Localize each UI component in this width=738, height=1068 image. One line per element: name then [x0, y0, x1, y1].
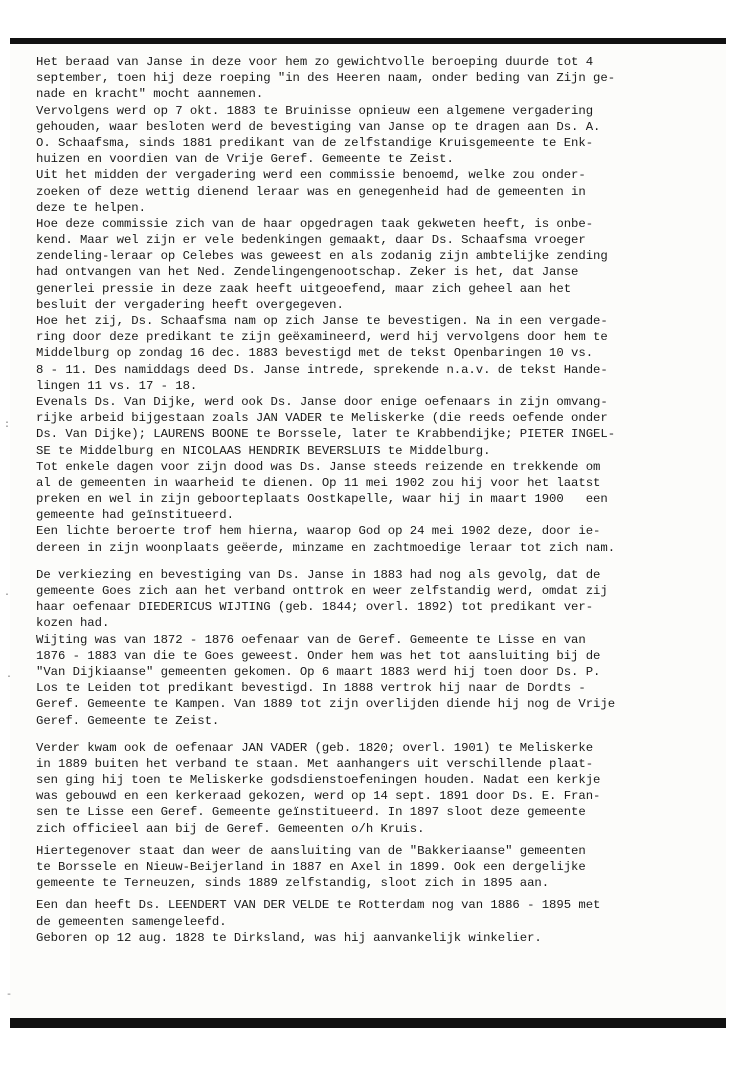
- text-line: generlei pressie in deze zaak heeft uitgeoefend, maar zich geheel aan het: [36, 281, 572, 296]
- text-line: gehouden, waar besloten werd de bevestiging van Janse op te dragen aan Ds. A.: [36, 119, 601, 134]
- text-line: Los te Leiden tot predikant bevestigd. In 1888 vertrok hij naar de Dordts -: [36, 681, 586, 696]
- text-line: sen te Lisse een Geref. Gemeente geïnstitueerd. In 1897 sloot deze gemeente: [36, 805, 586, 820]
- text-line: 8 - 11. Des namiddags deed Ds. Janse intrede, sprekende n.a.v. de tekst Hande-: [36, 362, 608, 377]
- text-line: Geboren op 12 aug. 1828 te Dirksland, was hij aanvankelijk winkelier.: [36, 930, 542, 945]
- paragraph-block: [36, 54, 716, 556]
- text-line: "Van Dijkiaanse" gemeenten gekomen. Op 6 maart 1883 werd hij toen door Ds. P.: [36, 664, 601, 679]
- text-line: zoeken of deze wettig dienend leraar was en genegenheid had de gemeenten in: [36, 184, 586, 199]
- text-line: Een lichte beroerte trof hem hierna, waarop God op 24 mei 1902 deze, door ie-: [36, 524, 601, 539]
- text-line: gemeente Goes zich aan het verband onttrok en weer zelfstandig werd, omdat zij: [36, 584, 608, 598]
- text-line: Geref. Gemeente te Kampen. Van 1889 tot zijn overlijden diende hij nog de Vrije: [36, 697, 616, 712]
- text-line: had ontvangen van het Ned. Zendelingengenootschap. Zeker is het, dat Janse: [36, 265, 579, 280]
- paragraph-gap: [36, 729, 716, 740]
- text-line: deze te helpen.: [36, 200, 146, 215]
- text-line: Uit het midden der vergadering werd een commissie benoemd, welke zou onder-: [36, 168, 586, 183]
- text-line: haar oefenaar DIEDERICUS WIJTING (geb. 1844; overl. 1892) tot predikant ver-: [36, 600, 594, 615]
- paragraph-gap: [36, 556, 716, 567]
- text-line: Het beraad van Janse in deze voor hem zo gewichtvolle beroeping duurde tot 4: [36, 55, 594, 69]
- scan-bottom-edge: [10, 1018, 726, 1028]
- text-line: kozen had.: [36, 616, 110, 631]
- text-line: lingen 11 vs. 17 - 18.: [36, 378, 198, 393]
- text-line: te Borssele en Nieuw-Beijerland in 1887 en Axel in 1899. Ook een dergelijke: [36, 860, 586, 874]
- text-line: Verder kwam ook de oefenaar JAN VADER (geb. 1820; overl. 1901) te Meliskerke: [36, 740, 594, 755]
- text-line: was gebouwd en een kerkeraad gekozen, werd op 14 sept. 1891 door Ds. E. Fran-: [36, 789, 601, 804]
- text-line: Evenals Ds. Van Dijke, werd ook Ds. Janse door enige oefenaars in zijn omvang-: [36, 394, 608, 409]
- document-body: [36, 54, 716, 946]
- text-line: Ds. Van Dijke); LAURENS BOONE te Borssele, later te Krabbendijke; PIETER INGEL-: [36, 427, 616, 442]
- text-line: preken en wel in zijn geboorteplaats Oostkapelle, waar hij in maart 1900 een: [36, 492, 608, 507]
- text-line: Hiertegenover staat dan weer de aansluiting van de "Bakkeriaanse" gemeenten: [36, 843, 586, 858]
- margin-scan-mark: ·: [4, 590, 11, 601]
- text-line: in 1889 buiten het verband te staan. Met aanhangers uit verschillende plaat-: [36, 756, 594, 771]
- text-line: september, toen hij deze roeping "in des Heeren naam, onder beding van Zijn ge-: [36, 71, 616, 86]
- margin-scan-mark: ·: [6, 672, 13, 683]
- paragraph-block: [36, 567, 716, 729]
- text-line: ring door deze predikant te zijn geëxamineerd, werd hij vervolgens door hem te: [36, 330, 608, 345]
- text-line: SE te Middelburg en NICOLAAS HENDRIK BEVERSLUIS te Middelburg.: [36, 443, 491, 458]
- text-line: Geref. Gemeente te Zeist.: [36, 713, 220, 728]
- text-line: al de gemeenten in waarheid te dienen. Op 11 mei 1902 zou hij voor het laatst: [36, 475, 601, 490]
- text-line: Hoe deze commissie zich van de haar opgedragen taak gekweten heeft, is onbe-: [36, 216, 594, 231]
- text-line: gemeente te Terneuzen, sinds 1889 zelfstandig, sloot zich in 1895 aan.: [36, 876, 550, 891]
- text-line: dereen in zijn woonplaats geëerde, minzame en zachtmoedige leraar tot zich nam.: [36, 540, 616, 555]
- text-line: rijke arbeid bijgestaan zoals JAN VADER te Meliskerke (die reeds oefende onder: [36, 411, 608, 426]
- paragraph-block: [36, 897, 716, 946]
- text-line: Vervolgens werd op 7 okt. 1883 te Bruinisse opnieuw een algemene vergadering: [36, 103, 594, 118]
- paragraph-block: [36, 843, 716, 892]
- text-line: Middelburg op zondag 16 dec. 1883 bevestigd met de tekst Openbaringen 10 vs.: [36, 346, 594, 361]
- text-line: kend. Maar wel zijn er vele bedenkingen gemaakt, daar Ds. Schaafsma vroeger: [36, 233, 586, 248]
- text-line: huizen en voordien van de Vrije Geref. Gemeente te Zeist.: [36, 152, 454, 167]
- margin-scan-mark: -: [6, 990, 13, 1001]
- margin-scan-mark: :: [4, 420, 11, 431]
- text-line: nade en kracht" mocht aannemen.: [36, 87, 264, 102]
- paragraph-block: [36, 740, 716, 837]
- text-line: besluit der vergadering heeft overgegeven.: [36, 297, 344, 312]
- text-line: De verkiezing en bevestiging van Ds. Janse in 1883 had nog als gevolg, dat de: [36, 567, 601, 582]
- text-line: Een dan heeft Ds. LEENDERT VAN DER VELDE te Rotterdam nog van 1886 - 1895 met: [36, 898, 601, 913]
- text-line: 1876 - 1883 van die te Goes geweest. Onder hem was het tot aansluiting bij de: [36, 648, 601, 663]
- text-line: zich officieel aan bij de Geref. Gemeenten o/h Kruis.: [36, 821, 425, 836]
- text-line: zendeling-leraar op Celebes was geweest en als zodanig zijn ambtelijke zending: [36, 249, 608, 264]
- text-line: Tot enkele dagen voor zijn dood was Ds. Janse steeds reizende en trekkende om: [36, 459, 601, 474]
- text-line: de gemeenten samengeleefd.: [36, 914, 227, 929]
- text-line: sen ging hij toen te Meliskerke godsdienstoefeningen houden. Nadat een kerkje: [36, 773, 601, 788]
- text-line: O. Schaafsma, sinds 1881 predikant van de zelfstandige Kruisgemeente te Enk-: [36, 135, 594, 150]
- text-line: gemeente had geïnstitueerd.: [36, 508, 234, 523]
- text-line: Wijting was van 1872 - 1876 oefenaar van de Geref. Gemeente te Lisse en van: [36, 632, 586, 647]
- text-line: Hoe het zij, Ds. Schaafsma nam op zich Janse te bevestigen. Na in een vergade-: [36, 314, 608, 328]
